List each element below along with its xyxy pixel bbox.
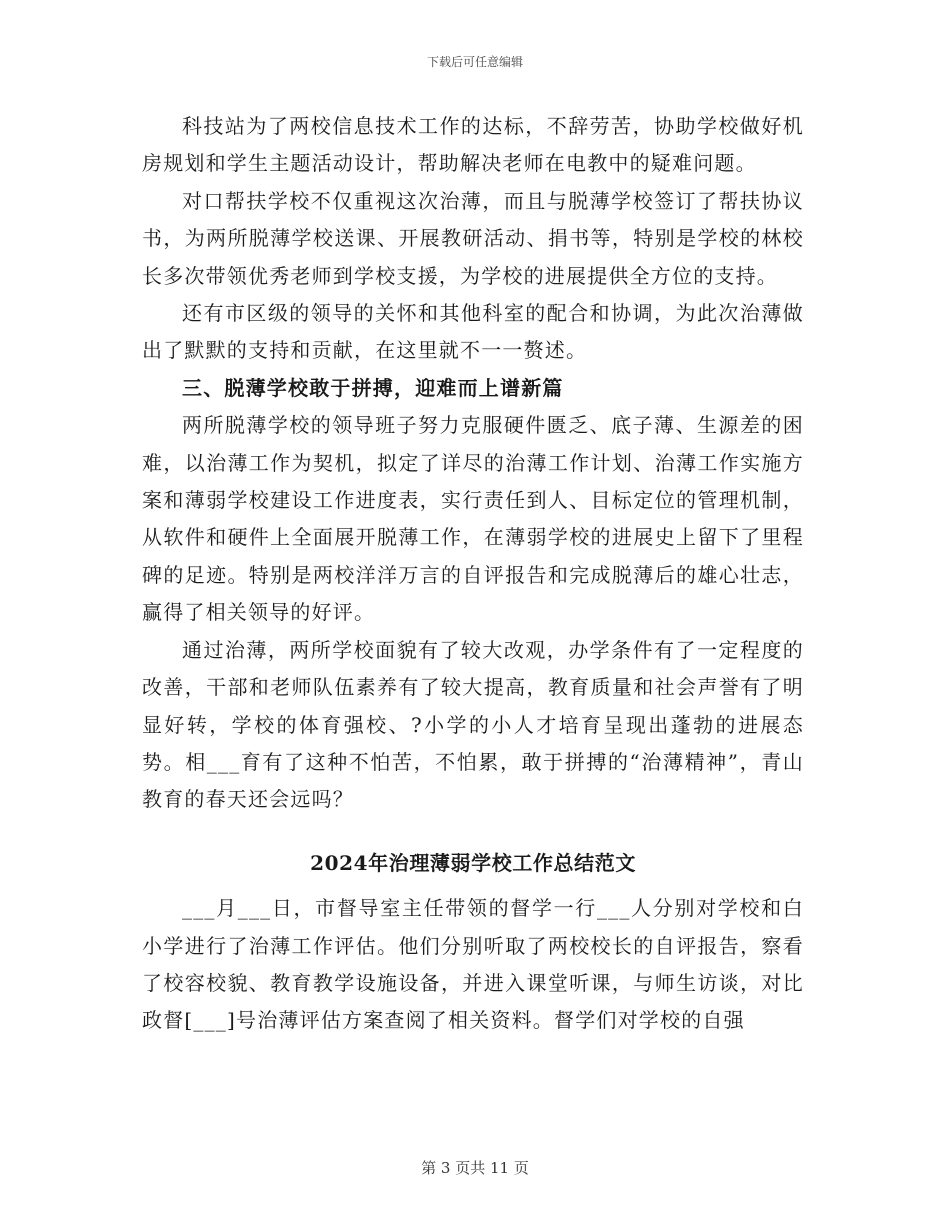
page-number: 第 3 页共 11 页 — [421, 1159, 529, 1177]
paragraph: ___月___日，市督导室主任带领的督学一行___人分别对学校和白小学进行了治薄工作评估。他们分别听取了两校校长的自评报告，察看了校容校貌、教育教学设施设备，并进入课堂听课，与师生访谈，对比政督[___]号治薄评估方案查阅了相关资料。督学们对学校的自强 — [142, 896, 804, 1033]
paragraph: 通过治薄，两所学校面貌有了较大改观，办学条件有了一定程度的改善，干部和老师队伍素养有了较大提高，教育质量和社会声誉有了明显好转，学校的体育强校、?小学的小人才培育呈现出蓬勃的进展态势。相___育有了这种不怕苦，不怕累，敢于拼搏的“治薄精神”，青山教育的春天还会远吗？ — [142, 637, 804, 812]
paragraph: 两所脱薄学校的领导班子努力克服硬件匮乏、底子薄、生源差的困难，以治薄工作为契机，拟定了详尽的治薄工作计划、治薄工作实施方案和薄弱学校建设工作进度表，实行责任到人、目标定位的管理机制，从软件和硬件上全面展开脱薄工作，在薄弱学校的进展史上留下了里程碑的足迹。特别是两校洋洋万言的自评报告和完成脱薄后的雄心壮志，赢得了相关领导的好评。 — [142, 413, 804, 625]
document-body — [142, 108, 804, 1040]
page-header: 下载后可任意编辑 — [426, 55, 523, 69]
paragraph: 还有市区级的领导的关怀和其他科室的配合和协调，为此次治薄做出了默默的支持和贡献，在这里就不一一赘述。 — [142, 301, 804, 363]
paragraph: 对口帮扶学校不仅重视这次治薄，而且与脱薄学校签订了帮扶协议书，为两所脱薄学校送课、开展教研活动、捐书等，特别是学校的林校长多次带领优秀老师到学校支援，为学校的进展提供全方位的支持。 — [142, 188, 804, 288]
document-title: 2024年治理薄弱学校工作总结范文 — [310, 850, 636, 875]
section-heading: 三、脱薄学校敢于拼搏，迎难而上谱新篇 — [182, 375, 564, 400]
paragraph: 科技站为了两校信息技术工作的达标，不辞劳苦，协助学校做好机房规划和学生主题活动设计，帮助解决老师在电教中的疑难问题。 — [142, 114, 804, 176]
